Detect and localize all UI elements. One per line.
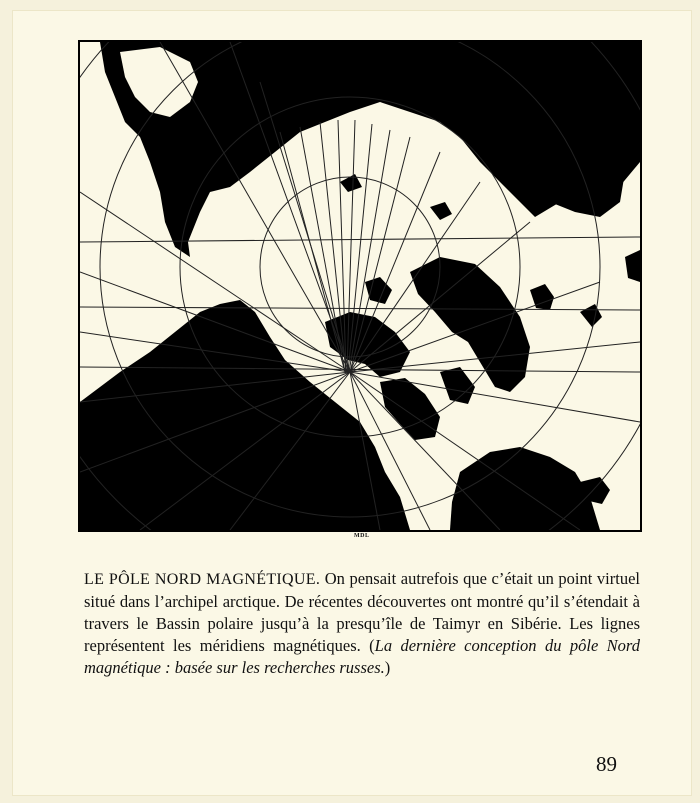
caption-body: On pensait autrefois que c’était un point virtuel situé dans l’archipel arctique. De récentes découvertes ont montré qu’il s’étendait à travers le Bassin polaire jusqu’à la presqu’île de Taimyr en Sibérie. Les lignes représentent les méridiens magnétiques.	[84, 569, 640, 655]
landmasses	[80, 42, 640, 530]
caption-title: LE PÔLE NORD MAGNÉTIQUE.	[84, 571, 321, 588]
book-page	[12, 10, 692, 796]
caption-paren-open: (	[369, 636, 375, 655]
page-number: 89	[596, 752, 617, 776]
magnetic-pole-map	[78, 40, 642, 532]
landmass-greenland	[410, 257, 530, 392]
figure-caption	[84, 568, 640, 679]
caption-paren-close: )	[384, 658, 391, 677]
caption-italic-note: La dernière conception du pôle Nord magnétique : basée sur les recherches russes.	[84, 636, 640, 677]
landmass-south-east	[450, 447, 600, 530]
illustrator-signature: MDL	[354, 533, 370, 539]
